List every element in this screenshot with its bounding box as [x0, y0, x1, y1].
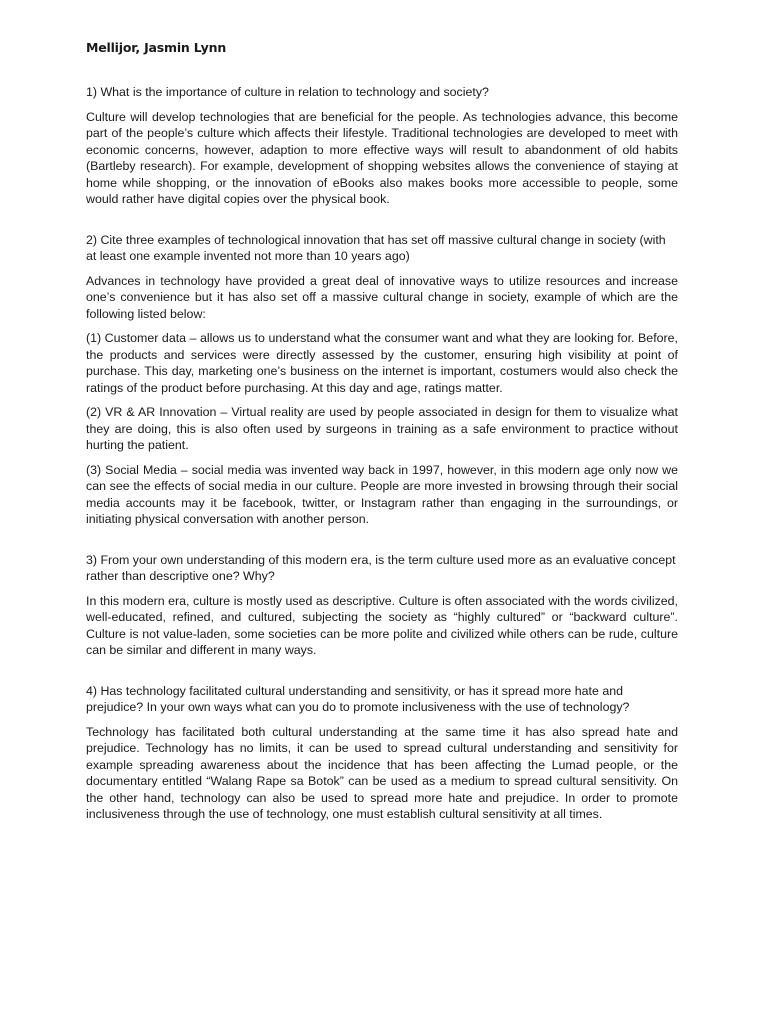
answer-paragraph: Advances in technology have provided a great deal of innovative ways to utilize resources and increase one’s convenience but it has also set off a massive cultural change in society, example of which are the following listed below:	[86, 273, 678, 321]
question-2: 2) Cite three examples of technological innovation that has set off massive cultural change in society (with at least one example invented not more than 10 years ago)	[86, 232, 666, 263]
answer-paragraph: Technology has facilitated both cultural understanding at the same time it has also spread hate and prejudice. Technology has no limits, it can be used to spread cultural understanding and sensitivity for example spreading awareness about the incidence that has been affecting the Lumad people, or the documentary entitled “Walang Rape sa Botok” can be used as a medium to spread cultural sensitivity. On the other hand, technology can also be used to spread more hate and prejudice. In order to promote inclusiveness through the use of technology, one must establish cultural sensitivity at all times.	[86, 724, 678, 821]
question-1: 1) What is the importance of culture in relation to technology and society?	[86, 85, 489, 99]
answer-paragraph: (3) Social Media – social media was invented way back in 1997, however, in this modern age only now we can see the effects of social media in our culture. People are more invested in browsing through their social media accounts may it be facebook, twitter, or Instagram rather than engaging in the surroundings, or initiating physical conversation with another person.	[86, 462, 678, 526]
answer-paragraph: In this modern era, culture is mostly used as descriptive. Culture is often associated with the words civilized, well-educated, refined, and cultured, subjecting the society as “highly cultured” or “backward culture”. Culture is not value-laden, some societies can be more polite and civilized while others can be rude, culture can be similar and different in many ways.	[86, 593, 678, 657]
author-name: Mellijor, Jasmin Lynn	[86, 40, 227, 55]
question-section-4	[86, 683, 678, 823]
question-section-2	[86, 232, 678, 528]
question-4: 4) Has technology facilitated cultural understanding and sensitivity, or has it spread more hate and prejudice? In your own ways what can you do to promote inclusiveness with the use of technology?	[86, 683, 630, 714]
document-page	[86, 40, 678, 831]
question-section-1	[86, 84, 678, 208]
answer-paragraph: (2) VR & AR Innovation – Virtual reality are used by people associated in design for them to visualize what they are doing, this is also often used by surgeons in training as a safe environment to practice without hurting the patient.	[86, 405, 678, 452]
question-3: 3) From your own understanding of this modern era, is the term culture used more as an evaluative concept rather than descriptive one? Why?	[86, 552, 676, 583]
answer-paragraph: Culture will develop technologies that are beneficial for the people. As technologies advance, this become part of the people’s culture which affects their lifestyle. Traditional technologies are developed to meet with economic concerns, however, adaption to more effective ways will result to abandonment of old habits (Bartleby research). For example, development of shopping websites allows the convenience of staying at home while shopping, or the innovation of eBooks also makes books more accessible to people, some would rather have digital copies over the physical book.	[86, 109, 678, 206]
answer-paragraph: (1) Customer data – allows us to understand what the consumer want and what they are looking for. Before, the products and services were directly assessed by the customer, ensuring high visibility at point of purchase. This day, marketing one’s business on the internet is important, costumers would also check the ratings of the product before purchasing. At this day and age, ratings matter.	[86, 331, 678, 395]
question-section-3	[86, 552, 678, 659]
